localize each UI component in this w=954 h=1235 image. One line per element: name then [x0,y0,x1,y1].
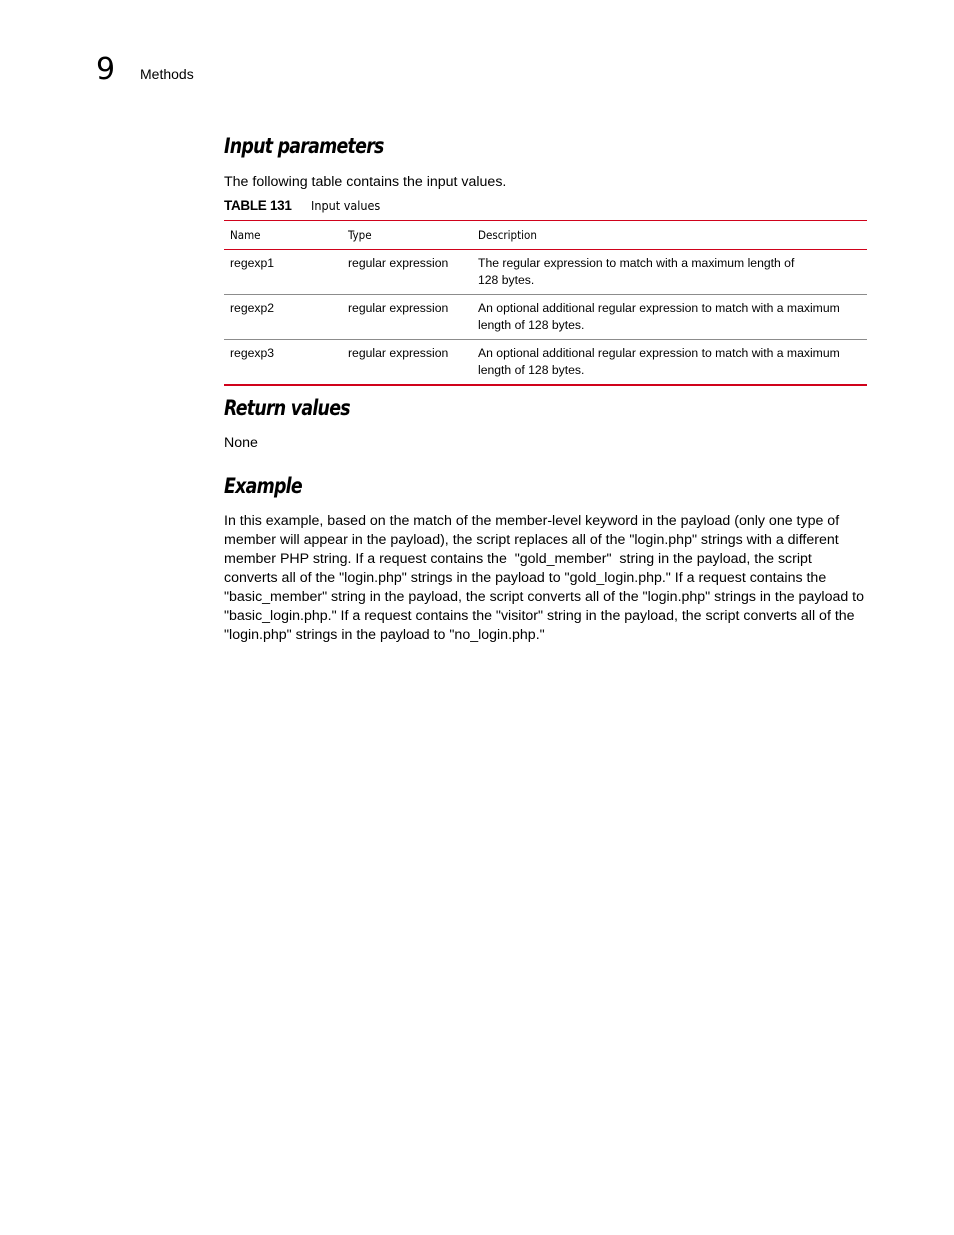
chapter-number: 9 [96,52,116,87]
column-header-name: Name [224,221,342,250]
cell-description: An optional additional regular expression to match with a maximum length of 128 bytes. [478,301,840,332]
chapter-title: Methods [140,66,194,82]
table-caption [224,197,380,215]
return-values-heading: Return values [224,396,350,420]
example-heading: Example [224,474,302,498]
cell-description: The regular expression to match with a maximum length of 128 bytes. [478,256,795,287]
column-header-type: Type [342,221,472,250]
cell-name: regexp3 [230,346,275,360]
table-row [224,340,867,386]
cell-name: regexp1 [230,256,275,270]
table-row [224,295,867,340]
input-parameters-heading: Input parameters [224,134,384,158]
table-title: Input values [311,198,381,213]
cell-name: regexp2 [230,301,275,315]
cell-type: regular expression [348,301,449,315]
example-body: In this example, based on the match of the member-level keyword in the payload (only one type of member will appear in the payload), the script replaces all of the "login.php" strings with a different member PHP string. If a request contains the "gold_member" string in the payload, the script converts all of the "login.php" strings in the payload to "gold_login.php." If a request contains the "basic_member" string in the payload, the script converts all of the "login.php" strings in the payload to "basic_login.php." If a request contains the "visitor" string in the payload, the script converts all of the "login.php" strings in the payload to "no_login.php." [224,513,868,643]
cell-type: regular expression [348,256,449,270]
table-row [224,250,867,295]
table-header-row [224,221,867,250]
column-header-description: Description [472,221,867,250]
input-values-table [224,220,867,386]
cell-description: An optional additional regular expression to match with a maximum length of 128 bytes. [478,346,840,377]
cell-type: regular expression [348,346,449,360]
return-values-body: None [224,435,258,451]
input-parameters-intro: The following table contains the input values. [224,174,507,190]
table-label: TABLE 131 [224,198,292,213]
